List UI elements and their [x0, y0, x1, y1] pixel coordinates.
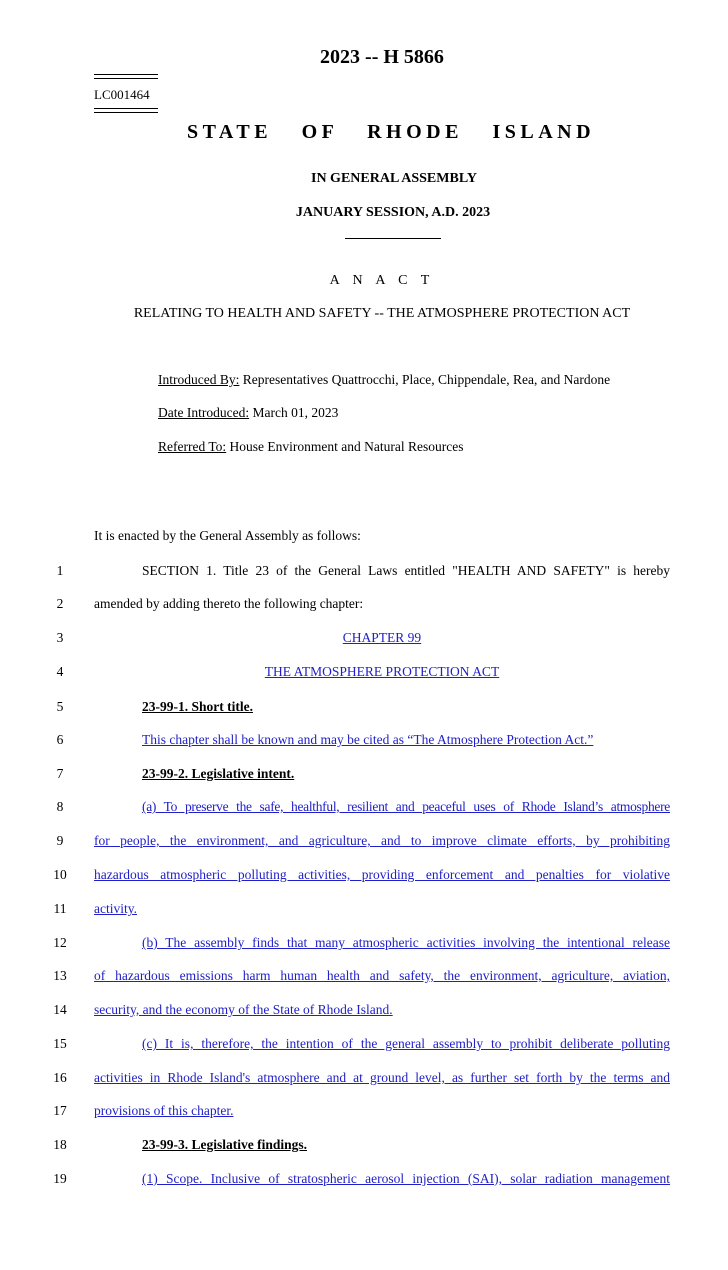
line-number: 4 [56, 664, 64, 679]
introduced-by-value: Representatives Quattrocchi, Place, Chippendale, Rea, and Nardone [239, 372, 611, 387]
date-introduced [158, 405, 338, 421]
line-number: 3 [56, 630, 64, 645]
inserted-text-line: (c) It is, therefore, the intention of the general assembly to prohibit deliberate polluting [142, 1036, 670, 1051]
line-number: 19 [53, 1171, 67, 1186]
line-number: 13 [53, 968, 67, 983]
introduced-by [158, 372, 610, 388]
lc-code: LC001464 [94, 87, 150, 102]
double-rule [94, 108, 158, 113]
section-heading: 23-99-2. Legislative intent. [142, 766, 295, 781]
bill-number: 2023 -- H 5866 [320, 46, 444, 68]
act-title: RELATING TO HEALTH AND SAFETY -- THE ATMOSPHERE PROTECTION ACT [133, 306, 631, 321]
referred-to [158, 439, 463, 455]
line-number: 7 [56, 766, 64, 781]
line-number: 6 [56, 732, 64, 747]
inserted-text-line: of hazardous emissions harm human health and safety, the environment, agriculture, aviation, [94, 968, 670, 983]
inserted-text-line: (a) To preserve the safe, healthful, resilient and peaceful uses of Rhode Island’s atmosphere [142, 799, 670, 814]
line-number: 9 [56, 833, 64, 848]
enacting-clause: It is enacted by the General Assembly as follows: [94, 528, 361, 543]
introduced-by-label: Introduced By: [158, 372, 240, 387]
date-introduced-label: Date Introduced: [158, 405, 250, 420]
referred-to-value: House Environment and Natural Resources [226, 439, 464, 454]
line-number: 15 [53, 1036, 67, 1051]
session-heading: JANUARY SESSION, A.D. 2023 [295, 205, 491, 220]
line-number: 11 [53, 901, 67, 916]
line-number: 12 [53, 935, 67, 950]
inserted-text-line: security, and the economy of the State of Rhode Island. [94, 1002, 393, 1017]
chapter-title-text: THE ATMOSPHERE PROTECTION ACT [264, 664, 500, 679]
inserted-text-line: provisions of this chapter. [94, 1103, 234, 1118]
section-heading: 23-99-1. Short title. [142, 699, 253, 714]
bill-text-line: SECTION 1. Title 23 of the General Laws entitled "HEALTH AND SAFETY" is hereby [142, 563, 670, 578]
inserted-text-line: (1) Scope. Inclusive of stratospheric aerosol injection (SAI), solar radiation management [142, 1171, 670, 1186]
line-number: 2 [56, 596, 64, 611]
bill-text-line: amended by adding thereto the following chapter: [94, 596, 364, 611]
line-number: 8 [56, 799, 64, 814]
date-introduced-value: March 01, 2023 [249, 405, 339, 420]
inserted-text-line: (b) The assembly finds that many atmospheric activities involving the intentional release [142, 935, 670, 950]
act-heading: A N A C T [329, 273, 435, 288]
referred-to-label: Referred To: [158, 439, 227, 454]
line-number: 16 [53, 1070, 67, 1085]
line-number: 10 [53, 867, 67, 882]
line-number: 17 [53, 1103, 67, 1118]
chapter-number [94, 630, 670, 646]
state-title: STATE OF RHODE ISLAND [186, 121, 596, 143]
inserted-text-line: activities in Rhode Island's atmosphere and at ground level, as further set forth by the terms and [94, 1070, 670, 1085]
inserted-text-line: activity. [94, 901, 137, 916]
chapter-number-text: CHAPTER 99 [342, 630, 422, 645]
section-heading: 23-99-3. Legislative findings. [142, 1137, 308, 1152]
chapter-title [94, 664, 670, 680]
line-number: 5 [56, 699, 64, 714]
inserted-text-line: This chapter shall be known and may be cited as “The Atmosphere Protection Act.” [142, 732, 594, 747]
assembly-heading: IN GENERAL ASSEMBLY [311, 171, 477, 186]
line-number: 14 [53, 1002, 67, 1017]
inserted-text-line: hazardous atmospheric polluting activities, providing enforcement and penalties for violative [94, 867, 670, 882]
lc-code-block [94, 74, 158, 113]
line-number: 1 [56, 563, 64, 578]
divider [345, 238, 441, 239]
inserted-text-line: for people, the environment, and agriculture, and to improve climate efforts, by prohibiting [94, 833, 670, 848]
line-number: 18 [53, 1137, 67, 1152]
